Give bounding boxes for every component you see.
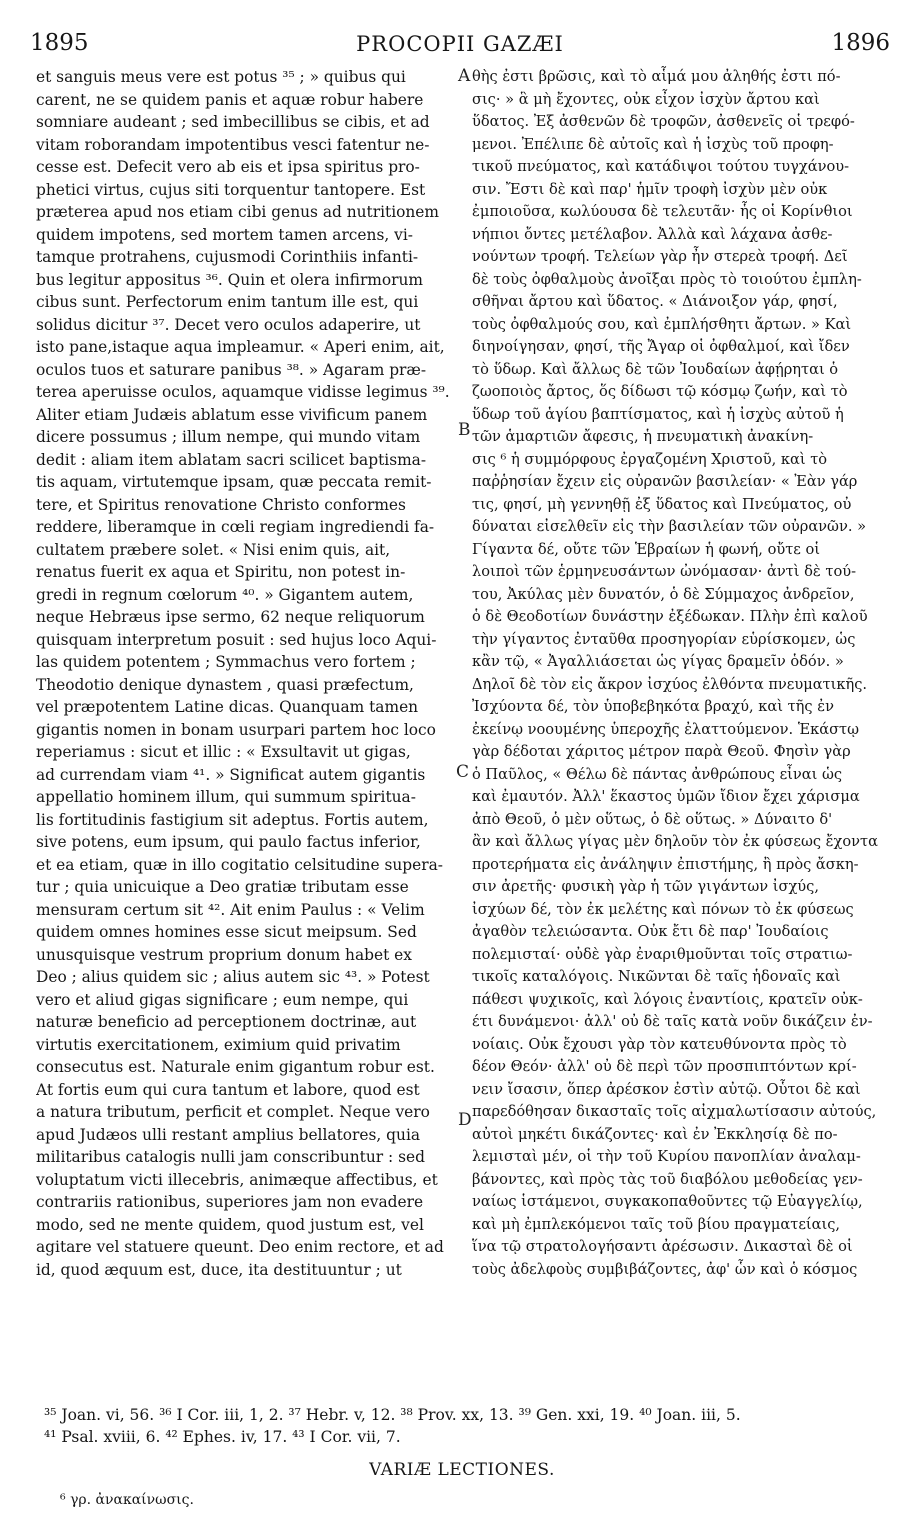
latin-line: consecutus est. Naturale enim gigantum robur est. bbox=[36, 1058, 435, 1076]
latin-line: bus legitur appositus ³⁶. Quin et olera infirmorum bbox=[36, 270, 424, 289]
latin-line: solidus dicitur ³⁷. Decet vero oculos adaperire, ut bbox=[36, 315, 421, 334]
latin-line: modo, sed ne mente quidem, quod justum est, vel bbox=[36, 1215, 424, 1234]
greek-line: καὶ μὴ ἐμπλεκόμενοι ταῖς τοῦ βίου πραγματείαις, bbox=[472, 1215, 841, 1233]
greek-line: καὶ ἐμαυτόν. Ἀλλ' ἕκαστος ὑμῶν ἴδιον ἔχει χάρισμα bbox=[472, 788, 860, 805]
latin-line: ad currendam viam ⁴¹. » Significat autem gigantis bbox=[36, 765, 426, 784]
greek-line: τῶν ἁμαρτιῶν ἄφεσις, ἡ πνευματικὴ ἀνακίνη- bbox=[472, 428, 814, 445]
latin-line: tis aquam, virtutemque ipsam, quæ peccata remit- bbox=[36, 473, 432, 491]
latin-line: vel præpotentem Latine dicas. Quanquam tamen bbox=[36, 698, 419, 716]
page-header bbox=[30, 30, 890, 66]
latin-line: lis fortitudinis fastigium sit adeptus. Fortis autem, bbox=[36, 810, 429, 829]
greek-line: σις ⁶ ἡ συμμόρφους ἐργαζομένη Χριστοῦ, καὶ τὸ bbox=[472, 450, 828, 468]
greek-line: λοιποὶ τῶν ἑρμηνευσάντων ὠνόμασαν· ἀντὶ δὲ τού- bbox=[472, 563, 857, 580]
latin-line: dicere possumus ; illum nempe, qui mundo vitam bbox=[36, 428, 421, 446]
greek-column bbox=[472, 66, 894, 1281]
greek-line: Γίγαντα δέ, οὔτε τῶν Ἑβραίων ἡ φωνή, οὔτε οἱ bbox=[472, 540, 821, 558]
latin-line: appellatio hominem illum, qui summum spiritua- bbox=[36, 788, 416, 806]
greek-line: ναίως ἱστάμενοι, συγκακοπαθοῦντες τῷ Εὐαγγελίῳ, bbox=[472, 1193, 863, 1210]
latin-line: vitam roborandam impotentibus vesci fatentur ne- bbox=[36, 135, 430, 154]
latin-line: At fortis eum qui cura tantum et labore, quod est bbox=[36, 1080, 420, 1099]
greek-line: παῤῥησίαν ἔχειν εἰς οὐρανῶν βασιλείαν· « Ἐὰν γάρ bbox=[472, 473, 858, 490]
greek-line: σις· » ἃ μὴ ἔχοντες, οὐκ εἶχον ἰσχὺν ἄρτου καὶ bbox=[472, 90, 820, 108]
greek-line: τὴν γίγαντος ἐνταῦθα προσηγορίαν εὑρίσκομεν, ὡς bbox=[472, 630, 856, 648]
greek-line: ἀπὸ Θεοῦ, ὁ μὲν οὕτως, ὁ δὲ οὕτως. » Δύναιτο δ' bbox=[472, 810, 833, 828]
variae-lectiones-heading: VARIÆ LECTIONES. bbox=[369, 1460, 555, 1480]
greek-line: σιν. Ἔστι δὲ καὶ παρ' ἡμῖν τροφὴ ἰσχὺν μὲν οὐκ bbox=[472, 180, 828, 198]
latin-line: Theodotio denique dynastem , quasi præfectum, bbox=[36, 675, 414, 694]
greek-line: τὸ ὕδωρ. Καὶ ἄλλως δὲ τῶν Ἰουδαίων ἀφῄρηται ὁ bbox=[472, 360, 839, 378]
latin-line: dedit : aliam item ablatam sacri scilicet baptisma- bbox=[36, 450, 427, 469]
greek-line: σιν ἀρετῆς· φυσικὴ γὰρ ἡ τῶν γιγάντων ἰσχύς, bbox=[472, 878, 819, 895]
footnote-line: ³⁵ Joan. vi, 56. ³⁶ I Cor. iii, 1, 2. ³⁷ Hebr. v, 12. ³⁸ Prov. xx, 13. ³⁹ Gen. xxi, 19. ⁴⁰ Joan. iii, 5. bbox=[44, 1406, 741, 1424]
latin-line: tamque protrahens, cujusmodi Corinthiis infanti- bbox=[36, 248, 419, 266]
margin-marker-b: B bbox=[458, 420, 471, 440]
latin-line: præterea apud nos etiam cibi genus ad nutritionem bbox=[36, 203, 440, 221]
greek-line: ἐμποιοῦσα, κωλύουσα δὲ τελευτᾶν· ἧς οἱ Κορίνθιοι bbox=[472, 203, 853, 220]
greek-line: λεμισταὶ μέν, οἱ τὴν τοῦ Κυρίου πανοπλίαν ἀναλαμ- bbox=[472, 1148, 861, 1165]
greek-line: ἂν καὶ ἄλλως γίγας μὲν δηλοῦν τὸν ἐκ φύσεως ἔχοντα bbox=[472, 833, 878, 850]
margin-marker-c: C bbox=[456, 762, 470, 782]
footnotes bbox=[44, 1404, 904, 1448]
latin-line: et ea etiam, quæ in illo cogitatio celsitudine supera- bbox=[36, 855, 443, 874]
footnote-line: ⁴¹ Psal. xviii, 6. ⁴² Ephes. iv, 17. ⁴³ I Cor. vii, 7. bbox=[44, 1428, 401, 1446]
greek-line: ἀγαθὸν τελειώσαντα. Οὐκ ἔτι δὲ παρ' Ἰουδαίοις bbox=[472, 923, 829, 940]
page-number-left: 1895 bbox=[30, 30, 89, 56]
greek-line: ὁ δὲ Θεοδοτίων δυνάστην ἐξέδωκαν. Πλὴν ἐπὶ καλοῦ bbox=[472, 608, 868, 625]
greek-line: νούντων τροφή. Τελείων γὰρ ἦν στερεὰ τροφή. Δεῖ bbox=[472, 248, 848, 265]
latin-line: Aliter etiam Judæis ablatum esse vivificum panem bbox=[36, 405, 428, 424]
greek-line: έτι δυνάμενοι· ἀλλ' οὐ δὲ ταῖς κατὰ νοῦν δικάζειν ἐν- bbox=[472, 1013, 873, 1030]
greek-line: διηνοίγησαν, φησί, τῆς Ἄγαρ οἱ ὀφθαλμοί, καὶ ἴδεν bbox=[472, 338, 850, 355]
latin-line: quidem omnes homines esse sicut meipsum. Sed bbox=[36, 923, 417, 941]
latin-line: gigantis nomen in bonam usurpari partem hoc loco bbox=[36, 720, 436, 739]
greek-line: πολεμισταί· οὐδὲ γὰρ ἐναριθμοῦνται τοῖς στρατιω- bbox=[472, 945, 853, 963]
greek-line: σθῆναι ἄρτου καὶ ὕδατος. « Διάνοιξον γάρ, φησί, bbox=[472, 293, 838, 310]
variae-lectiones-note: ⁶ γρ. ἀνακαίνωσις. bbox=[60, 1492, 194, 1508]
latin-line: tur ; quia unicuique a Deo gratiæ tributam esse bbox=[36, 878, 409, 896]
greek-line: ἐκείνῳ νοουμένης ὑπεροχῆς ἐλαττούμενον. Ἑκάστῳ bbox=[472, 720, 860, 738]
greek-line: ζωοποιὸς ἄρτος, ὅς δίδωσι τῷ κόσμῳ ζωήν, καὶ τὸ bbox=[472, 383, 848, 400]
latin-line: cultatem præbere solet. « Nisi enim quis, ait, bbox=[36, 540, 391, 559]
latin-line: contrariis rationibus, superiores jam non evadere bbox=[36, 1193, 424, 1211]
latin-line: naturæ beneficio ad perceptionem doctrinæ, aut bbox=[36, 1013, 417, 1031]
latin-line: quidem impotens, sed mortem tamen arcens, vi- bbox=[36, 225, 413, 244]
greek-line: μενοι. Ἐπέλιπε δὲ αὐτοῖς καὶ ἡ ἰσχὺς τοῦ προφη- bbox=[472, 135, 834, 153]
latin-line: Deo ; alius quidem sic ; alius autem sic ⁴³. » Potest bbox=[36, 968, 430, 986]
latin-line: phetici virtus, cujus siti torquentur tantopere. Est bbox=[36, 180, 426, 199]
latin-line: quisquam interpretum posuit : sed hujus loco Aqui- bbox=[36, 630, 437, 649]
greek-line: νοίαις. Οὐκ ἔχουσι γὰρ τὸν κατευθύνοντα πρὸς τὸ bbox=[472, 1035, 847, 1053]
margin-marker-d: D bbox=[458, 1110, 472, 1130]
greek-line: ἰσχύων δέ, τὸν ἐκ μελέτης καὶ πόνων τὸ ἐκ φύσεως bbox=[472, 900, 854, 918]
latin-line: cesse est. Defecit vero ab eis et ipsa spiritus pro- bbox=[36, 158, 420, 176]
greek-line: αὐτοὶ μηκέτι δικάζοντες· καὶ ἐν Ἐκκλησίᾳ δὲ πο- bbox=[472, 1125, 838, 1143]
greek-line: τοὺς ὀφθαλμούς σου, καὶ ἐμπλήσθητι ἄρτων. » Καὶ bbox=[472, 315, 852, 333]
greek-line: δέον Θεόν· ἀλλ' οὐ δὲ περὶ τῶν προσπιπτόντων κρί- bbox=[472, 1058, 857, 1075]
latin-line: terea aperuisse oculos, aquamque vidisse legimus ³⁹. bbox=[36, 383, 450, 401]
greek-line: δύναται εἰσελθεῖν εἰς τὴν βασιλείαν τῶν οὐρανῶν. » bbox=[472, 518, 867, 535]
margin-marker-a: A bbox=[458, 66, 471, 86]
latin-line: id, quod æquum est, duce, ita destituuntur ; ut bbox=[36, 1260, 402, 1279]
latin-line: unusquisque vestrum proprium donum habet ex bbox=[36, 945, 412, 964]
latin-line: somniare audeant ; sed imbecillibus se cibis, et ad bbox=[36, 113, 430, 131]
greek-line: Ἰσχύοντα δέ, τὸν ὑποβεβηκότα βραχύ, καὶ τῆς ἐν bbox=[472, 698, 834, 715]
latin-line: oculos tuos et saturare panibus ³⁸. » Agaram præ- bbox=[36, 360, 427, 379]
greek-line: βάνοντες, καὶ πρὸς τὰς τοῦ διαβόλου μεθοδείας γεν- bbox=[472, 1170, 863, 1188]
latin-line: agitare vel statuere queunt. Deo enim rectore, et ad bbox=[36, 1238, 444, 1256]
latin-line: mensuram certum sit ⁴². Ait enim Paulus : « Velim bbox=[36, 900, 425, 919]
latin-line: apud Judæos ulli restant amplius bellatores, quia bbox=[36, 1125, 421, 1144]
latin-line: vero et aliud gigas significare ; eum nempe, qui bbox=[36, 990, 409, 1009]
latin-line: voluptatum victi illecebris, animæque affectibus, et bbox=[36, 1170, 438, 1189]
running-title: PROCOPII GAZÆI bbox=[356, 32, 564, 56]
latin-line: neque Hebræus ipse sermo, 62 neque reliquorum bbox=[36, 608, 425, 626]
greek-line: κἂν τῷ, « Ἀγαλλιάσεται ὡς γίγας δραμεῖν ὁδόν. » bbox=[472, 653, 844, 670]
page-number-right: 1896 bbox=[831, 30, 890, 56]
greek-line: ἵνα τῷ στρατολογήσαντι ἀρέσωσιν. Δικασταὶ δὲ οἱ bbox=[472, 1238, 853, 1255]
latin-line: et sanguis meus vere est potus ³⁵ ; » quibus qui bbox=[36, 68, 406, 86]
latin-line: gredi in regnum cœlorum ⁴⁰. » Gigantem autem, bbox=[36, 585, 414, 604]
greek-line: Δηλοῖ δὲ τὸν εἰς ἄκρον ἰσχύος ἐλθόντα πνευματικῆς. bbox=[472, 675, 868, 693]
greek-line: του, Ἀκύλας μὲν δυνατόν, ὁ δὲ Σύμμαχος ἀνδρεῖον, bbox=[472, 585, 855, 603]
latin-line: reperiamus : sicut et illic : « Exsultavit ut gigas, bbox=[36, 743, 411, 761]
latin-line: las quidem potentem ; Symmachus vero fortem ; bbox=[36, 653, 416, 671]
greek-line: τις, φησί, μὴ γεννηθῇ ἐξ ὕδατος καὶ Πνεύματος, οὐ bbox=[472, 495, 852, 513]
latin-line: reddere, liberamque in cœli regiam ingrediendi fa- bbox=[36, 518, 435, 536]
latin-line: carent, ne se quidem panis et aquæ robur habere bbox=[36, 90, 424, 109]
latin-line: virtutis exercitationem, eximium quid privatim bbox=[36, 1035, 401, 1054]
latin-line: sive potens, eum ipsum, qui paulo factus inferior, bbox=[36, 833, 421, 851]
latin-line: isto pane,istaque aqua impleamur. « Aperi enim, ait, bbox=[36, 338, 445, 356]
greek-line: τικοῖς καταλόγοις. Νικῶνται δὲ ταῖς ἡδοναῖς καὶ bbox=[472, 968, 841, 985]
greek-line: τικοῦ πνεύματος, καὶ κατάδιψοι τούτου τυγχάνου- bbox=[472, 158, 850, 175]
latin-line: cibus sunt. Perfectorum enim tantum ille est, qui bbox=[36, 293, 419, 311]
greek-line: πάθεσι ψυχικοῖς, καὶ λόγοις ἐναντίοις, κρατεῖν οὐκ- bbox=[472, 990, 863, 1008]
greek-line: γὰρ δέδοται χάριτος μέτρον παρὰ Θεοῦ. Φησὶν γὰρ bbox=[472, 743, 851, 760]
latin-line: a natura tributum, perficit et complet. Neque vero bbox=[36, 1103, 430, 1121]
greek-line: ὕδατος. Ἐξ ἀσθενῶν δὲ τροφῶν, ἀσθενεῖς οἱ τρεφό- bbox=[472, 113, 855, 130]
latin-line: renatus fuerit ex aqua et Spiritu, non potest in- bbox=[36, 563, 406, 581]
greek-line: νειν ἴσασιν, ὅπερ ἀρέσκον ἐστὶν αὐτῷ. Οὗτοι δὲ καὶ bbox=[472, 1080, 861, 1098]
greek-line: θὴς ἐστι βρῶσις, καὶ τὸ αἷμά μου ἀληθής ἐστι πό- bbox=[472, 68, 841, 85]
greek-line: ὕδωρ τοῦ ἁγίου βαπτίσματος, καὶ ἡ ἰσχὺς αὐτοῦ ἡ bbox=[472, 405, 844, 423]
greek-line: ὁ Παῦλος, « Θέλω δὲ πάντας ἀνθρώπους εἶναι ὡς bbox=[472, 765, 843, 783]
greek-line: τοὺς ἀδελφοὺς συμβιβάζοντες, ἀφ' ὧν καὶ ὁ κόσμος bbox=[472, 1260, 858, 1278]
greek-line: δὲ τοὺς ὀφθαλμοὺς ἀνοῖξαι πρὸς τὸ τοιούτου ἐμπλη- bbox=[472, 270, 862, 288]
latin-line: tere, et Spiritus renovatione Christo conformes bbox=[36, 495, 406, 514]
greek-line: νήπιοι ὄντες μετέλαβον. Ἀλλὰ καὶ λάχανα ἀσθε- bbox=[472, 225, 833, 243]
latin-line: militaribus catalogis nulli jam conscribuntur : sed bbox=[36, 1148, 425, 1166]
greek-line: προτερήματα εἰς ἀνάληψιν ἐπιστήμης, ἢ πρὸς ἄσκη- bbox=[472, 855, 859, 873]
greek-line: παρεδόθησαν δικασταῖς τοῖς αἰχμαλωτίσασιν αὐτούς, bbox=[472, 1103, 877, 1120]
latin-column bbox=[36, 66, 456, 1281]
